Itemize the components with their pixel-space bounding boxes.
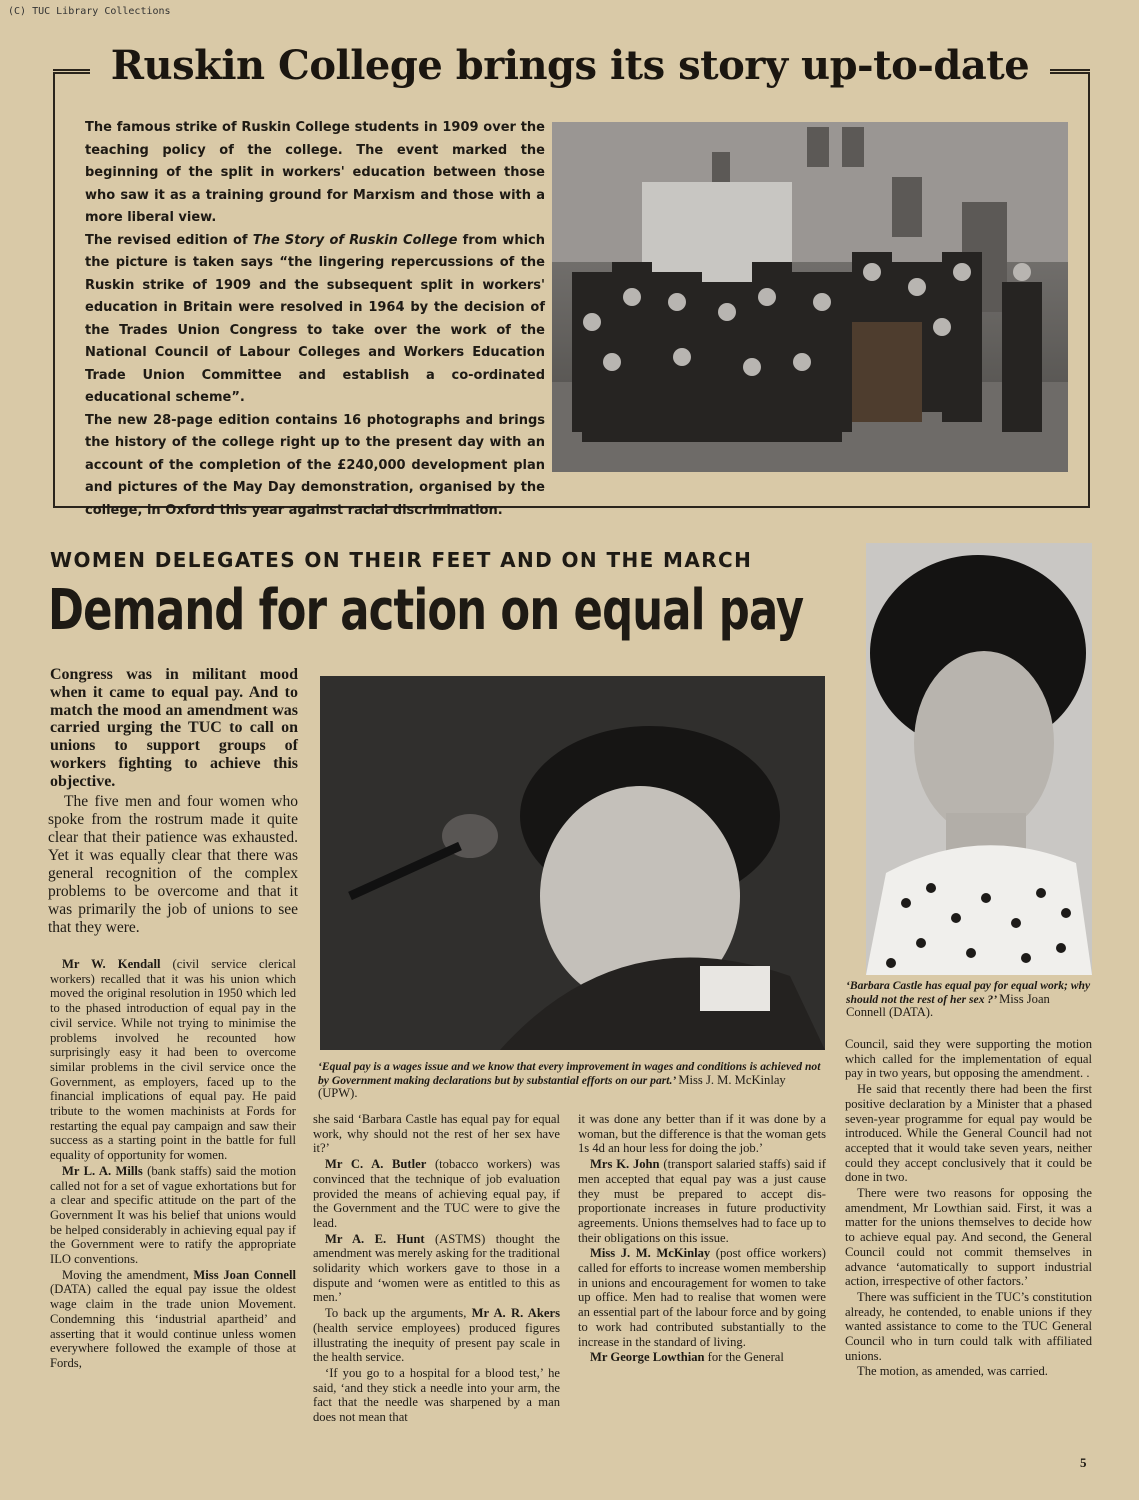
mckinlay-microphone-photo [320, 676, 825, 1050]
article-paragraph: Mr George Lowthian for the General [590, 1350, 784, 1365]
ruskin-paragraph: The new 28-page edition contains 16 photographs and brings the history of the college right up to the present day with an account of the completion of the £240,000 development plan and pictures of the May Day demonstration, organised by the college, in Oxford this year against racial discrimination. [85, 412, 545, 518]
speaker-name: Mr C. A. Butler [325, 1157, 427, 1172]
article-paragraph: Mr L. A. Mills (bank staffs) said the motion called not for a set of vague exhortations but for a clear and specific attitude on the part of the Government It was his belief that unions would be helped considerably in achieving equal pay if the Government were to ratify the appropriate ILO conventions. [50, 1163, 296, 1267]
speaker-name: Mr George Lowthian [590, 1350, 705, 1365]
article-paragraph: Mr A. E. Hunt (ASTMS) thought the amendment was merely asking for the traditional solidarity which workers gave to those in a dispute and ‘women were as entitled to this as men.’ [313, 1231, 560, 1305]
title-rule-right [1050, 69, 1090, 71]
caption-quote: ‘Equal pay is a wages issue and we know that every improvement in wages and conditions is achieved not by Government making declarations but by substantial efforts on our part.’ [318, 1060, 821, 1087]
article-column-4 [845, 1037, 1092, 1380]
main-photo-caption [318, 1061, 828, 1101]
article-paragraph: she said ‘Barbara Castle has equal pay for equal work, why should not the rest of her sex have it?’ [313, 1112, 560, 1156]
caption-attribution: Miss Joan Connell (DATA). [846, 991, 1050, 1019]
article-paragraph: Moving the amendment, Miss Joan Connell (DATA) called the equal pay issue the oldest wage claim in the trade union Movement. Condemning this ‘industrial apartheid’ and asserting that it would continue unless women everywhere followed the example of those at Fords, [50, 1267, 296, 1370]
joan-connell-photo [866, 543, 1092, 975]
article-paragraph: There were two reasons for opposing the amendment, Mr Lowthian said. First, it was a matter for the unions themselves to decide how to achieve equal pay. And second, the General Council could not commit themselves in advance ‘automatically to support industrial action, irrespective of other factors.’ [845, 1186, 1092, 1289]
speaker-name: Miss Joan Connell [193, 1267, 296, 1282]
ruskin-article [85, 117, 545, 522]
speaker-name: Mrs K. John [590, 1157, 660, 1172]
article-paragraph: ‘If you go to a hospital for a blood test,’ he said, ‘and they stick a needle into your arm, the fact that the needle was sharpened by a man does not mean that [313, 1365, 560, 1425]
article-paragraph: To back up the arguments, Mr A. R. Akers (health service employees) produced figures illustrating the inequity of present pay scale in the health service. [313, 1306, 560, 1365]
book-title: The Story of Ruskin College [252, 232, 458, 248]
article-column-2 [313, 1112, 560, 1426]
article-paragraph: Mrs K. John (transport salaried staffs) said if men accepted that equal pay was a just cause they must be prepared to accept dis-proportionate increases in future productivity agreements. Unions themselves had to face up to their obligations on this issue. [578, 1157, 826, 1245]
article-lead: Congress was in militant mood when it came to equal pay. And to match the mood an amendment was carried urging the TUC to call on unions to support groups of workers fighting to achieve this objective. [50, 666, 298, 790]
article-paragraph: it was done any better than if it was done by a woman, but the difference is that the woman gets 1s 4d an hour less for doing the job.’ [578, 1112, 826, 1156]
article-intro: The five men and four women who spoke from the rostrum made it quite clear that their patience was exhausted. Yet it was equally clear that there was general recognition of the complex problems to be overcome and that it was primarily the job of unions to see that they were. [48, 793, 298, 936]
caption-attribution: Miss J. M. McKinlay (UPW). [318, 1072, 786, 1100]
article-paragraph: Miss J. M. McKinlay (post office workers) called for efforts to increase women membership in unions and encouragement for women to take up office. Men had to realise that women were an essential part of the labour force and by going to work had contributed substantially to the increase in the standard of living. [578, 1246, 827, 1349]
article-column-1 [50, 957, 296, 1372]
article-paragraph: There was sufficient in the TUC’s constitution already, he contended, to enable unions if they wanted assistance to come to the TUC General Council who in turn could talk with affiliated unions. [845, 1289, 1092, 1363]
speaker-name: Mr A. R. Akers [471, 1306, 560, 1321]
ruskin-paragraph: The famous strike of Ruskin College students in 1909 over the teaching policy of the college. The event marked the beginning of the split in workers' education between those who saw it as a training ground for Marxism and those with a more liberal view. [85, 120, 545, 225]
page-number: 5 [1080, 1455, 1087, 1470]
article-paragraph: Mr W. Kendall (civil service clerical workers) recalled that it was his union which moved the original resolution in 1950 which led to the phased introduction of equal pay in the civil service. While not trying to minimise the problems involved he recounted how surprisingly easy it had been to overcome similar problems in the civil service once the Government, as employers, faced up to the financial implications of equal pay. He paid tribute to the women machinists at Fords for restarting the equal pay campaign and saw their success as a starting point in the battle for full equality of opportunity for women. [50, 957, 297, 1163]
ruskin-headline: Ruskin College brings its story up-to-date [90, 42, 1050, 89]
ruskin-students-photo [552, 122, 1068, 472]
article-kicker: WOMEN DELEGATES ON THEIR FEET AND ON THE MARCH [50, 548, 753, 572]
article-headline: Demand for action on equal pay [48, 578, 804, 643]
speaker-name: Miss J. M. McKinlay [590, 1246, 711, 1261]
article-paragraph: He said that recently there had been the first positive declaration by a Minister that a phased seven-year programme for equal pay would be introduced. While the General Council had not accepted that it would take seven years, neither could they accept conclusively that it could be done in two. [845, 1082, 1092, 1185]
speaker-name: Mr A. E. Hunt [325, 1231, 425, 1246]
article-paragraph: Mr C. A. Butler (tobacco workers) was convinced that the technique of job evaluation provided the means of achieving equal pay, if the Government and the TUC were to give the lead. [313, 1157, 560, 1230]
ruskin-paragraph: The revised edition of The Story of Ruskin College from which the picture is taken says “the lingering repercussions of the Ruskin strike of 1909 and the subsequent split in workers' education in Britain were resolved in 1964 by the decision of the Trades Union Congress to take over the work of the National Council of Labour Colleges and Workers Education Trade Union Committee and establish a co-ordinated educational scheme”. [85, 232, 545, 405]
caption-quote: ‘Barbara Castle has equal pay for equal work; why should not the rest of her sex ?’ [846, 979, 1091, 1006]
article-column-3 [578, 1112, 826, 1366]
article-paragraph: Council, said they were supporting the motion which called for the implementation of equal pay in two years, but opposing the amendment. . [845, 1037, 1092, 1081]
right-photo-caption [846, 980, 1091, 1020]
speaker-name: Mr W. Kendall [62, 957, 161, 971]
speaker-name: Mr L. A. Mills [62, 1163, 143, 1178]
copyright-credit: (C) TUC Library Collections [8, 6, 171, 17]
article-paragraph: The motion, as amended, was carried. [857, 1364, 1048, 1379]
